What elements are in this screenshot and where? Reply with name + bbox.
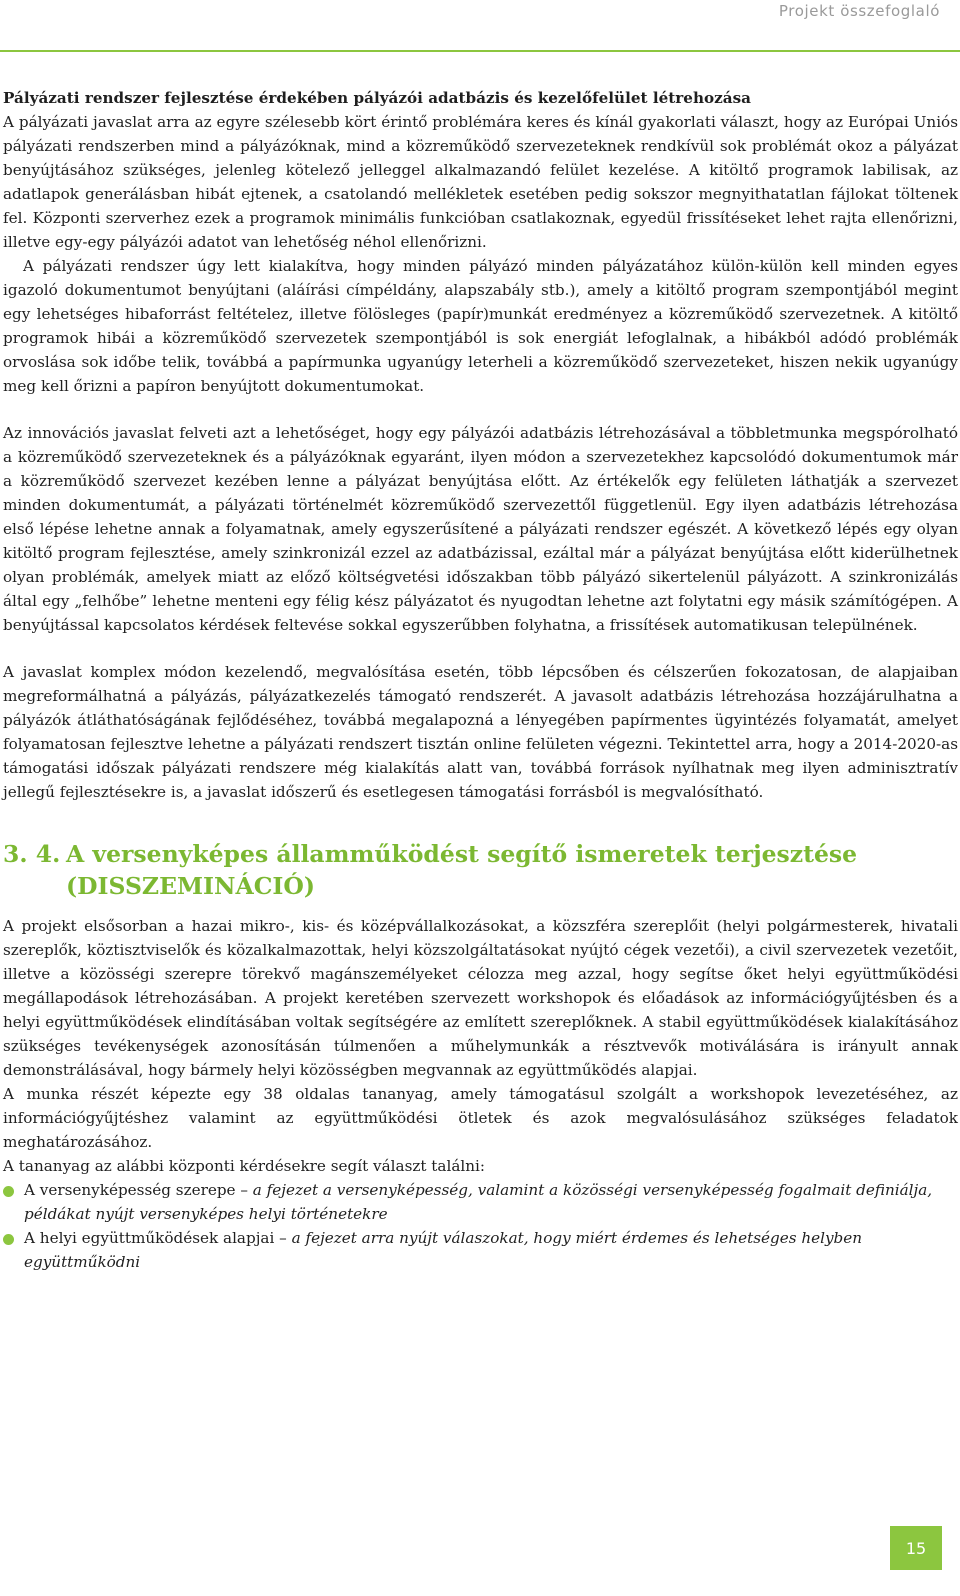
chapter-title: A versenyképes államműködést segítő ismeretek terjesztése (DISSZEMINÁCIÓ) [66, 840, 858, 900]
list-item-text: a fejezet arra nyújt válaszokat, hogy miért érdemes és lehetséges helyben együttműködni [24, 1229, 863, 1271]
list-item-text: a fejezet a versenyképesség, valamint a közösségi versenyképesség fogalmait definiálja, példákat nyújt versenyképes helyi történetekre [24, 1181, 933, 1223]
list-item [3, 1178, 958, 1226]
header-divider [0, 50, 960, 52]
paragraph: A tananyag az alábbi központi kérdésekre segít választ találni: [3, 1157, 485, 1175]
chapter-number: 3. 4. [3, 840, 61, 868]
bullet-dot-icon [3, 1186, 14, 1197]
section-heading: Pályázati rendszer fejlesztése érdekében pályázói adatbázis és kezelőfelület létrehozása [3, 89, 751, 107]
bullet-list [3, 1178, 958, 1274]
running-header-title: Projekt összefoglaló [778, 2, 940, 20]
page-number: 15 [890, 1526, 942, 1570]
paragraph: A javaslat komplex módon kezelendő, megvalósítása esetén, több lépcsőben és célszerűen fokozatosan, de alapjaiban megreformálhatná a pályázás, pályázatkezelés támogató rendszerét. A javasolt adatbázis létrehozása hozzájárulhatna a pályázók átláthatóságának fejlődéséhez, továbbá megalapozná a lényegében papírmentes ügyintézés folyamatát, amelyet folyamatosan fejlesztve lehetne a pályázati rendszert tisztán online felületen végezni. Tekintettel arra, hogy a 2014-2020-as támogatási időszak pályázati rendszere még kialakítás alatt van, továbbá források nyílhatnak meg ilyen adminisztratív jellegű fejlesztésekre is, a javaslat időszerű és esetlegesen támogatási forrásból is megvalósítható. [3, 663, 958, 801]
paragraph: A projekt elsősorban a hazai mikro-, kis- és középvállalkozásokat, a közszféra szereplőit (helyi polgármesterek, hivatali szereplők, köztisztviselők és közalkalmazottak, helyi közszolgáltatásokat nyújtó cégek vezetői), a civil szervezetek vezetőit, illetve a közösségi szerepre törekvő magánszemélyeket célozza meg azzal, hogy segítse őket helyi együttműködési megállapodások létrehozásában. A projekt keretében szervezett workshopok és előadások az információgyűjtésben és a helyi együttműködések elindításában voltak segítségére az említett szereplőknek. A stabil együttműködések kialakításához szükséges tevékenységek azonosításán túlmenően a műhelymunkák a résztvevők motiválására is irányult annak demonstrálásával, hogy bármely helyi közösségben megvannak az együttműködés alapjai. [3, 917, 958, 1079]
list-item-lead: A versenyképesség szerepe – [24, 1181, 253, 1199]
paragraph: Az innovációs javaslat felveti azt a lehetőséget, hogy egy pályázói adatbázis létrehozásával a többletmunka megspórolható a közreműködő szervezeteknek és a pályázóknak egyaránt, ilyen módon a szervezetekhez kapcsolódó dokumentumok már a közreműködő szervezet kezében lenne a pályázat benyújtása előtt. Az értékelők egy felületen láthatják a szervezet minden dokumentumát, a pályázati történelmét közreműködő szervezettől függetlenül. Egy ilyen adatbázis létrehozása első lépése lehetne annak a folyamatnak, amely egyszerűsítené a pályázati rendszer egészét. A következő lépés egy olyan kitöltő program fejlesztése, amely szinkronizál ezzel az adatbázissal, ezáltal már a pályázat benyújtása előtt kiderülhetnek olyan problémák, amelyek miatt az előző költségvetési időszakban több pályázó sikertelenül pályázott. A szinkronizálás által egy „felhőbe” lehetne menteni egy félig kész pályázatot és nyugodtan lehetne azt folytatni egy másik számítógépen. A benyújtással kapcsolatos kérdések feltevése sokkal egyszerűbben folyhatna, a frissítések automatikusan települnének. [3, 424, 958, 634]
bullet-dot-icon [3, 1234, 14, 1245]
paragraph: A munka részét képezte egy 38 oldalas tananyag, amely támogatásul szolgált a workshopok levezetéséhez, az információgyűjtéshez valamint az együttműködési ötletek és azok megvalósulásához szükséges feladatok meghatározásához. [3, 1085, 958, 1151]
paragraph: A pályázati rendszer úgy lett kialakítva, hogy minden pályázó minden pályázatához külön-külön kell minden egyes igazoló dokumentumot benyújtani (aláírási címpéldány, alapszabály stb.), amely a kitöltő program szempontjából megint egy lehetséges hibaforrást feltételez, illetve fölösleges (papír)munkát eredményez a közreműködő szervezetnek. A kitöltő programok hibái a közreműködő szervezetek szempontjából is sok energiát lefoglalnak, a hibákból adódó problémák orvoslása sok időbe telik, továbbá a papírmunka ugyanúgy leterheli a közreműködő szervezeteket, hiszen nekik ugyanúgy meg kell őrizni a papíron benyújtott dokumentumokat. [3, 257, 958, 395]
list-item-lead: A helyi együttműködések alapjai – [24, 1229, 292, 1247]
paragraph: A pályázati javaslat arra az egyre szélesebb kört érintő problémára keres és kínál gyakorlati választ, hogy az Európai Uniós pályázati rendszerben mind a pályázóknak, mind a közreműködő szervezeteknek rendkívül sok problémát okoz a pályázat benyújtásához szükséges, jelenleg kötelező jelleggel alkalmazandó felület kezelése. A kitöltő programok labilisak, az adatlapok generálásban hibát ejtenek, a csatolandó mellékletek esetében pedig sokszor megnyithatatlan fájlokat töltenek fel. Központi szerverhez ezek a programok minimális funkcióban csatlakoznak, egyedül frissítéseket lehet rajta ellenőrizni, illetve egy-egy pályázói adatot van lehetőség néhol ellenőrizni. [3, 113, 958, 251]
page-content [3, 86, 958, 1274]
chapter-heading [3, 838, 958, 902]
list-item [3, 1226, 958, 1274]
